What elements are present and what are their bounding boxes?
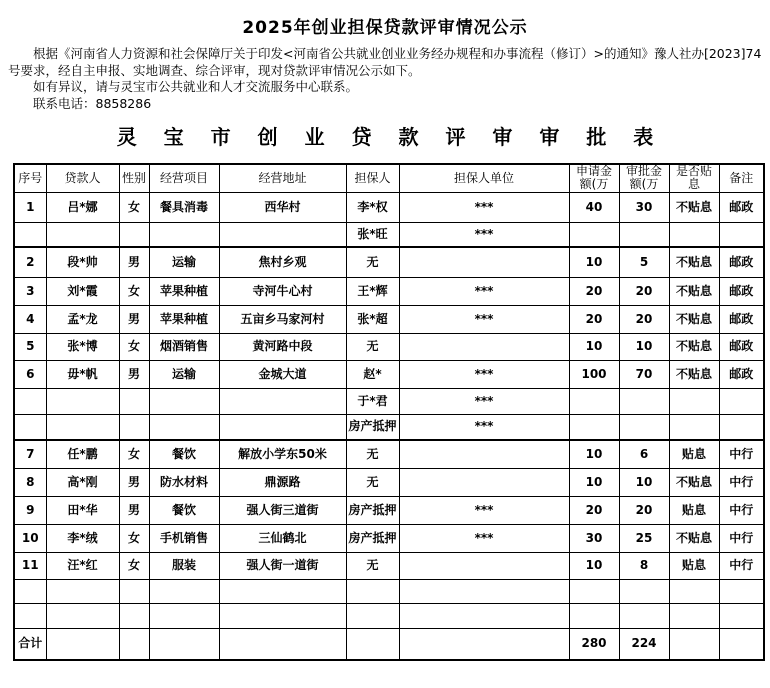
table-row [14,603,764,628]
intro-paragraph-phone: 联系电话：8858286 [33,95,152,111]
table-cell: 20 [619,496,669,524]
table-cell: 焦村乡观 [219,247,346,277]
table-cell [346,603,399,628]
table-cell [149,388,219,414]
table-cell [14,414,46,440]
table-cell: 10 [619,468,669,496]
table-cell [669,388,719,414]
table-cell: 任*鹏 [46,440,119,468]
table-cell: 强人街三道街 [219,496,346,524]
table-cell: 中行 [719,552,764,579]
table-cell: 7 [14,440,46,468]
table-cell [14,603,46,628]
table-cell [219,603,346,628]
table-cell: 40 [569,192,619,222]
table-cell: 20 [619,305,669,333]
table-cell [569,222,619,247]
table-cell: *** [399,414,569,440]
table-cell [399,628,569,660]
table-cell: 孟*龙 [46,305,119,333]
table-cell: 不贴息 [669,277,719,305]
table-cell: 10 [569,440,619,468]
table-cell: 李*绒 [46,524,119,552]
table-cell [669,628,719,660]
table-cell: 李*权 [346,192,399,222]
column-header: 经营地址 [219,164,346,192]
table-cell [219,222,346,247]
table-cell: 邮政 [719,360,764,388]
table-cell: 中行 [719,440,764,468]
table-cell: *** [399,277,569,305]
table-cell: 1 [14,192,46,222]
table-cell: 毋*帆 [46,360,119,388]
table-cell: 张*超 [346,305,399,333]
table-cell: 无 [346,440,399,468]
table-cell: 无 [346,333,399,360]
table-cell: 70 [619,360,669,388]
table-row [14,414,764,440]
table-cell: 贴息 [669,440,719,468]
table-cell: 224 [619,628,669,660]
table-row [14,440,764,468]
total-row [14,628,764,660]
table-cell [669,222,719,247]
table-cell: 10 [569,552,619,579]
table-cell [46,222,119,247]
table-cell: 高*刚 [46,468,119,496]
table-cell [669,603,719,628]
table-cell [569,414,619,440]
table-cell [149,603,219,628]
table-cell [399,333,569,360]
table-cell: 房产抵押 [346,524,399,552]
table-cell: 女 [119,333,149,360]
table-cell: 手机销售 [149,524,219,552]
table-cell [669,414,719,440]
table-cell [14,579,46,603]
column-header: 经营项目 [149,164,219,192]
table-cell: 邮政 [719,305,764,333]
table-cell: 防水材料 [149,468,219,496]
table-row [14,468,764,496]
table-cell: 邮政 [719,277,764,305]
table-cell [719,579,764,603]
table-row [14,496,764,524]
table-cell: 三仙鹤北 [219,524,346,552]
table-cell: 段*帅 [46,247,119,277]
table-cell: 20 [569,305,619,333]
table-cell: 田*华 [46,496,119,524]
table-row [14,524,764,552]
table-cell [46,603,119,628]
table-cell: 邮政 [719,247,764,277]
table-cell: 11 [14,552,46,579]
table-cell: 5 [14,333,46,360]
table-cell [719,603,764,628]
table-cell [399,440,569,468]
table-cell: 女 [119,192,149,222]
table-cell: 强人街一道街 [219,552,346,579]
table-cell: 吕*娜 [46,192,119,222]
table-cell: *** [399,222,569,247]
table-cell: 5 [619,247,669,277]
table-cell: *** [399,496,569,524]
table-row [14,579,764,603]
table-cell [619,579,669,603]
table-cell: 280 [569,628,619,660]
table-cell [619,222,669,247]
table-row [14,247,764,277]
table-cell: 10 [14,524,46,552]
table-cell [399,603,569,628]
table-cell [219,628,346,660]
table-cell: 4 [14,305,46,333]
approval-table [13,163,765,661]
table-cell [346,579,399,603]
table-cell: 10 [569,247,619,277]
table-cell [219,579,346,603]
table-cell: 烟酒销售 [149,333,219,360]
table-cell: 无 [346,247,399,277]
table-cell: 20 [569,496,619,524]
table-cell [346,628,399,660]
table-cell: *** [399,360,569,388]
table-cell: 不贴息 [669,247,719,277]
table-cell: 寺河牛心村 [219,277,346,305]
table-cell: 男 [119,247,149,277]
table-cell: 男 [119,496,149,524]
table-cell [14,222,46,247]
table-cell: 金城大道 [219,360,346,388]
table-cell: 不贴息 [669,360,719,388]
table-cell: 赵* [346,360,399,388]
table-cell: 王*辉 [346,277,399,305]
table-cell: 运输 [149,247,219,277]
table-cell: 中行 [719,524,764,552]
table-cell: 男 [119,468,149,496]
table-title: 灵 宝 市 创 业 贷 款 评 审 审 批 表 [116,125,664,149]
table-cell [46,628,119,660]
table-cell [149,414,219,440]
table-cell [719,628,764,660]
table-cell [619,388,669,414]
table-cell [619,603,669,628]
table-cell [619,414,669,440]
table-cell: 邮政 [719,192,764,222]
column-header: 备注 [719,164,764,192]
table-cell: 不贴息 [669,468,719,496]
table-cell [14,388,46,414]
table-cell: 女 [119,277,149,305]
table-cell: 中行 [719,496,764,524]
table-cell: 无 [346,468,399,496]
table-cell: 20 [569,277,619,305]
table-cell: 张*博 [46,333,119,360]
column-header: 性别 [119,164,149,192]
announcement-page [0,13,770,688]
table-cell [46,579,119,603]
table-cell: 解放小学东50米 [219,440,346,468]
intro-text [8,46,764,112]
table-cell: 男 [119,360,149,388]
table-cell: 女 [119,524,149,552]
table-cell: 女 [119,440,149,468]
table-cell: 房产抵押 [346,496,399,524]
table-cell [399,579,569,603]
table-cell [119,222,149,247]
table-cell: 西华村 [219,192,346,222]
table-cell: 10 [619,333,669,360]
intro-paragraph-objection: 如有异议，请与灵宝市公共就业和人才交流服务中心联系。 [33,79,359,94]
table-cell [119,414,149,440]
table-cell: 女 [119,552,149,579]
table-cell [719,222,764,247]
table-cell: *** [399,388,569,414]
table-cell: 鼎源路 [219,468,346,496]
table-cell: *** [399,524,569,552]
table-cell: 中行 [719,468,764,496]
table-cell: 6 [14,360,46,388]
table-cell: 不贴息 [669,305,719,333]
table-cell: 无 [346,552,399,579]
table-cell: 30 [569,524,619,552]
table-cell: 贴息 [669,496,719,524]
table-cell [569,388,619,414]
header-row [14,164,764,192]
table-cell: 汪*红 [46,552,119,579]
table-cell: 不贴息 [669,524,719,552]
table-cell [399,468,569,496]
table-cell: 五亩乡马家河村 [219,305,346,333]
table-cell: 2 [14,247,46,277]
table-cell: 男 [119,305,149,333]
column-header: 是否贴息 [669,164,719,192]
table-cell: 苹果种植 [149,305,219,333]
table-cell: 张*旺 [346,222,399,247]
table-cell [719,414,764,440]
table-cell: 合计 [14,628,46,660]
table-cell: 餐饮 [149,440,219,468]
table-cell [46,414,119,440]
table-row [14,222,764,247]
table-cell: 邮政 [719,333,764,360]
table-cell [119,603,149,628]
column-header: 担保人 [346,164,399,192]
table-cell [719,388,764,414]
table-cell: 不贴息 [669,192,719,222]
table-cell [119,579,149,603]
table-cell [569,603,619,628]
table-cell: 不贴息 [669,333,719,360]
intro-paragraph-basis: 根据《河南省人力资源和社会保障厅关于印发<河南省公共就业创业业务经办规程和办事流程（修订）>的通知》豫人社办[2023]74号要求，经自主申报、实地调查、综合评审，现对贷款评审情况公示如下。 [8,46,762,78]
table-cell [149,579,219,603]
table-cell: *** [399,305,569,333]
column-header: 申请金额(万 [569,164,619,192]
table-row [14,360,764,388]
table-row [14,388,764,414]
table-cell [399,552,569,579]
table-cell [219,414,346,440]
table-row [14,305,764,333]
table-cell: 于*君 [346,388,399,414]
table-cell [119,628,149,660]
table-cell: 餐具消毒 [149,192,219,222]
column-header: 审批金额(万 [619,164,669,192]
table-cell: *** [399,192,569,222]
table-row [14,277,764,305]
table-cell: 服装 [149,552,219,579]
table-row [14,552,764,579]
table-cell: 房产抵押 [346,414,399,440]
table-cell [46,388,119,414]
column-header: 贷款人 [46,164,119,192]
table-cell: 运输 [149,360,219,388]
table-cell [219,388,346,414]
table-cell: 黄河路中段 [219,333,346,360]
table-cell [669,579,719,603]
table-cell: 30 [619,192,669,222]
table-cell [149,628,219,660]
table-cell: 10 [569,468,619,496]
page-title: 2025年创业担保贷款评审情况公示 [242,18,528,38]
table-cell: 9 [14,496,46,524]
table-cell [149,222,219,247]
table-row [14,333,764,360]
table-cell: 8 [14,468,46,496]
table-cell: 25 [619,524,669,552]
table-cell [399,247,569,277]
table-cell: 苹果种植 [149,277,219,305]
table-cell: 贴息 [669,552,719,579]
table-cell: 10 [569,333,619,360]
table-cell: 刘*霞 [46,277,119,305]
column-header: 担保人单位 [399,164,569,192]
table-cell: 8 [619,552,669,579]
column-header: 序号 [14,164,46,192]
table-cell: 餐饮 [149,496,219,524]
table-cell: 3 [14,277,46,305]
table-cell: 6 [619,440,669,468]
table-cell [569,579,619,603]
table-row [14,192,764,222]
table-cell: 100 [569,360,619,388]
table-cell: 20 [619,277,669,305]
table-cell [119,388,149,414]
